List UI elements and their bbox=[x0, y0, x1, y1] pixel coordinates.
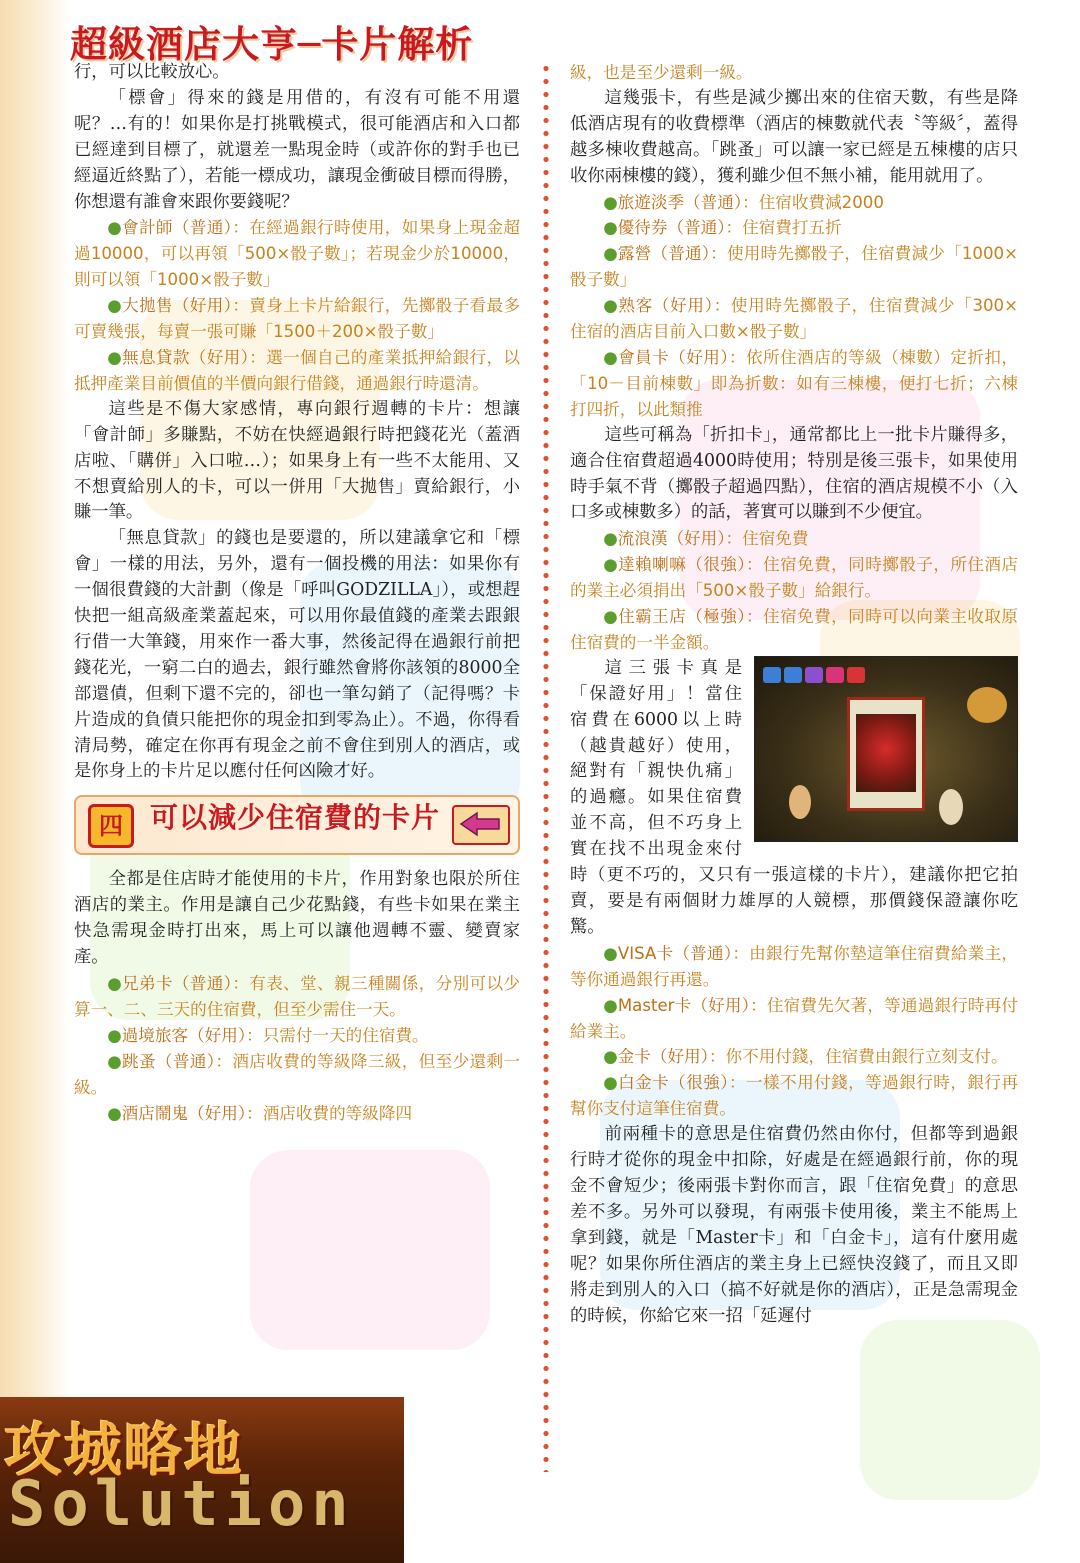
paragraph: 這幾張卡，有些是減少擲出來的住宿天數，有些是降低酒店現有的收費標準（酒店的棟數就代表〝等級〞，蓋得越多棟收費越高。「跳蚤」可以讓一家已經是五棟樓的店只收你兩棟樓的錢），獲利雖少但不無小補，能用就用了。 bbox=[570, 87, 1018, 186]
column-divider bbox=[543, 62, 549, 1472]
puzzle-bg-piece bbox=[250, 1150, 490, 1350]
card-name: 大拋售（好用） bbox=[122, 296, 233, 316]
left-column bbox=[74, 60, 520, 1126]
character-figure bbox=[789, 785, 811, 819]
card-name: 流浪漢（好用） bbox=[617, 529, 726, 549]
card-illustration bbox=[847, 697, 925, 811]
card-entry bbox=[570, 345, 1018, 423]
card-name: 露營（普通） bbox=[617, 244, 711, 264]
card-desc: ：酒店收費的等級降三級，但至少還剩一級。 bbox=[74, 1051, 520, 1097]
toolbar-icon bbox=[826, 667, 844, 683]
card-desc: ：住宿費先欠著，等通過銀行時再付給業主。 bbox=[570, 995, 1018, 1041]
card-desc: ：有表、堂、親三種關係，分別可以少算一、二、三天的住宿費，但至少需住一天。 bbox=[74, 974, 521, 1019]
bullet-icon: ● bbox=[107, 1051, 123, 1071]
card-desc: ：酒店收費的等級降四 bbox=[246, 1103, 413, 1123]
game-toolbar bbox=[763, 667, 865, 683]
card-name: 達賴喇嘛（很強） bbox=[618, 555, 747, 575]
card-entry bbox=[570, 1044, 1018, 1070]
card-desc: ：住宿免費，同時可以向業主收取原住宿費的一半金額。 bbox=[570, 607, 1019, 652]
bullet-icon: ● bbox=[603, 555, 619, 575]
card-entry bbox=[74, 1023, 520, 1049]
card-desc: ：由銀行先幫你墊這筆住宿費給業主，等你通過銀行再還。 bbox=[570, 943, 1019, 989]
card-name: 跳蚤（普通） bbox=[122, 1051, 216, 1071]
card-desc: ：住宿免費 bbox=[725, 529, 809, 549]
card-entry bbox=[570, 526, 1018, 552]
section-title: 可以減少住宿費的卡片 bbox=[150, 801, 441, 835]
card-desc: ：住宿收費減2000 bbox=[742, 192, 884, 212]
bullet-icon: ● bbox=[603, 192, 618, 212]
toolbar-icon bbox=[805, 667, 823, 683]
card-desc: ：住宿免費，同時擲骰子，所住酒店的業主必須捐出「500×骰子數」給銀行。 bbox=[570, 555, 1019, 601]
card-entry bbox=[74, 971, 520, 1023]
paragraph: 這三張卡真是「保證好用」！當住宿費在6000以上時（越貴越好）使用，絕對有「親快仇痛」的過癮。如果住宿費並不高，但不巧身上實在找不出現金來付時（更不巧的，又只有一張這樣的卡片），建議你把它拍賣，要是有兩個財力雄厚的人競標，那價錢保證讓你吃驚。 bbox=[570, 657, 1018, 937]
card-entry bbox=[74, 345, 520, 397]
bullet-icon: ● bbox=[603, 347, 619, 367]
card-desc: ：在經過銀行時使用，如果身上現金超過10000，可以再領「500×骰子數」；若現金少於10000，則可以領「1000×骰子數」 bbox=[74, 218, 521, 290]
toolbar-icon bbox=[847, 667, 865, 683]
paragraph: 級，也是至少還剩一級。 bbox=[570, 63, 753, 82]
bullet-icon: ● bbox=[603, 296, 619, 316]
paragraph: 這些是不傷大家感情，專向銀行週轉的卡片：想讓「會計師」多賺點，不妨在快經過銀行時把錢花光（蓋酒店啦、「購併」入口啦…）；如果身上有一些不太能用、又不想賣給別人的卡，可以一併用「大拋售」賣給銀行，小賺一筆。 bbox=[74, 398, 520, 523]
character-figure bbox=[967, 687, 1007, 723]
bullet-icon: ● bbox=[603, 607, 619, 627]
section-number: 四 bbox=[88, 804, 134, 848]
bullet-icon: ● bbox=[107, 296, 123, 316]
card-entry bbox=[74, 1049, 520, 1101]
card-name: 優待券（普通） bbox=[617, 218, 726, 238]
paragraph: 「標會」得來的錢是用借的，有沒有可能不用還呢？…有的！如果你是打挑戰模式，很可能酒店和入口都已經達到目標了，就還差一點現金時（或許你的對手也已經逼近終點了），若能一標成功，讓現金衝破目標而得勝，你想還有誰會來跟你要錢呢？ bbox=[74, 87, 520, 212]
bullet-icon: ● bbox=[603, 529, 618, 549]
logo-subtitle: Solution bbox=[8, 1467, 355, 1540]
card-name: 白金卡（很強） bbox=[618, 1073, 729, 1093]
card-name: 旅遊淡季（普通） bbox=[617, 192, 743, 212]
card-entry bbox=[570, 552, 1018, 604]
card-desc: ：選一個自己的產業抵押給銀行，以抵押產業目前價值的半價向銀行借錢，通過銀行時還清。 bbox=[74, 347, 520, 393]
bullet-icon: ● bbox=[603, 218, 618, 238]
card-desc: ：依所住酒店的等級（棟數）定折扣，「10－目前棟數」即為折數：如有三棟樓，便打七折；六棟打四折，以此類推 bbox=[570, 347, 1019, 419]
right-column bbox=[570, 60, 1018, 1329]
paragraph: 全都是住店時才能使用的卡片，作用對象也限於所住酒店的業主。作用是讓自己少花點錢，有些卡如果在業主快急需現金時打出來，馬上可以讓他週轉不靈、變賣家產。 bbox=[74, 869, 520, 968]
card-name: 熟客（好用） bbox=[618, 296, 714, 316]
card-name: 無息貸款（好用） bbox=[122, 347, 250, 367]
paragraph: 這些可稱為「折扣卡」，通常都比上一批卡片賺得多，適合住宿費超過4000時使用；特別是後三張卡，如果使用時手氣不背（擲骰子超過四點），住宿的酒店規模不小（入口多或棟數多）的話，著實可以賺到不少便宜。 bbox=[570, 424, 1018, 523]
toolbar-icon bbox=[784, 667, 802, 683]
bullet-icon: ● bbox=[603, 943, 618, 963]
card-entry bbox=[570, 941, 1018, 993]
card-name: Master卡（好用） bbox=[617, 995, 751, 1015]
puzzle-bg-piece bbox=[860, 1320, 1040, 1500]
card-name: 兄弟卡（普通） bbox=[122, 974, 233, 993]
paragraph: 行，可以比較放心。 bbox=[74, 62, 230, 82]
game-screenshot bbox=[754, 656, 1018, 842]
card-entry bbox=[74, 293, 520, 345]
card-desc: ：住宿費打五折 bbox=[725, 218, 842, 238]
card-desc: ：使用時先擲骰子，住宿費減少「300×住宿的酒店目前入口數×骰子數」 bbox=[570, 296, 1019, 342]
card-entry bbox=[570, 604, 1018, 656]
card-name: 酒店鬧鬼（好用） bbox=[121, 1103, 247, 1123]
card-desc: ：只需付一天的住宿費。 bbox=[246, 1025, 429, 1045]
card-desc: ：賣身上卡片給銀行，先擲骰子看最多可賣幾張，每賣一張可賺「1500＋200×骰子數」 bbox=[74, 296, 521, 342]
bullet-icon: ● bbox=[107, 347, 123, 367]
card-entry bbox=[74, 215, 520, 293]
card-desc: ：使用時先擲骰子，住宿費減少「1000×骰子數」 bbox=[570, 244, 1018, 290]
paragraph: 前兩種卡的意思是住宿費仍然由你付，但都等到過銀行時才從你的現金中扣除，好處是在經過銀行前，你的現金不會短少；後兩張卡對你而言，跟「住宿免費」的意思差不多。另外可以發現，有兩張卡使用後，業主不能馬上拿到錢，就是「Master卡」和「白金卡」，這有什麼用處呢？如果你所住酒店的業主身上已經快沒錢了，而且又即將走到別人的入口（搞不好就是你的酒店），正是急需現金的時候，你給它來一招「延遲付 bbox=[570, 1124, 1018, 1326]
bullet-icon: ● bbox=[107, 1025, 122, 1045]
solution-logo bbox=[0, 1397, 404, 1563]
paragraph: 「無息貸款」的錢也是要還的，所以建議拿它和「標會」一樣的用法，另外，還有一個投機的用法：如果你有一個很費錢的大計劃（像是「呼叫GODZILLA」），或想趕快把一組高級產業蓋起來，可以用你最值錢的產業去跟銀行借一大筆錢，用來作一番大事，然後記得在過銀行前把錢花光，一窮二白的過去，銀行雖然會將你該領的8000全部還債，但剩下還不完的，卻也一筆勾銷了（記得嗎？卡片造成的負債只能把你的現金扣到零為止）。不過，你得看清局勢，確定在你再有現金之前不會住到別人的酒店，或是你身上的卡片足以應付任何凶險才好。 bbox=[74, 528, 520, 782]
bullet-icon: ● bbox=[107, 1103, 122, 1123]
bullet-icon: ● bbox=[603, 995, 618, 1015]
card-desc: ：一樣不用付錢，等過銀行時，銀行再幫你支付這筆住宿費。 bbox=[570, 1073, 1019, 1119]
card-entry bbox=[570, 1070, 1018, 1122]
card-name: 會員卡（好用） bbox=[618, 347, 729, 367]
arrow-left-icon bbox=[452, 805, 510, 845]
character-figure bbox=[939, 789, 963, 825]
page-title: 超級酒店大亨─卡片解析 bbox=[70, 23, 474, 66]
card-name: 住霸王店（極強） bbox=[618, 607, 747, 627]
card-entry bbox=[570, 241, 1018, 293]
bullet-icon: ● bbox=[603, 1047, 618, 1067]
card-entry bbox=[570, 215, 1018, 241]
card-entry bbox=[570, 190, 1018, 216]
left-decor-strip bbox=[0, 0, 70, 1563]
card-desc: ：你不用付錢，住宿費由銀行立刻支付。 bbox=[708, 1047, 1008, 1067]
card-name: 金卡（好用） bbox=[617, 1047, 709, 1067]
card-entry bbox=[570, 993, 1018, 1045]
bullet-icon: ● bbox=[603, 1073, 619, 1093]
bullet-icon: ● bbox=[107, 218, 123, 238]
card-name: 過境旅客（好用） bbox=[121, 1025, 247, 1045]
card-name: VISA卡（普通） bbox=[617, 943, 733, 963]
logo-title: 攻城略地 bbox=[4, 1416, 245, 1484]
section-header bbox=[74, 795, 520, 855]
bullet-icon: ● bbox=[107, 974, 123, 993]
card-entry bbox=[570, 293, 1018, 345]
toolbar-icon bbox=[763, 667, 781, 683]
bullet-icon: ● bbox=[603, 244, 618, 264]
card-name: 會計師（普通） bbox=[122, 218, 233, 238]
card-entry bbox=[74, 1101, 520, 1127]
card-face-art bbox=[856, 714, 916, 792]
